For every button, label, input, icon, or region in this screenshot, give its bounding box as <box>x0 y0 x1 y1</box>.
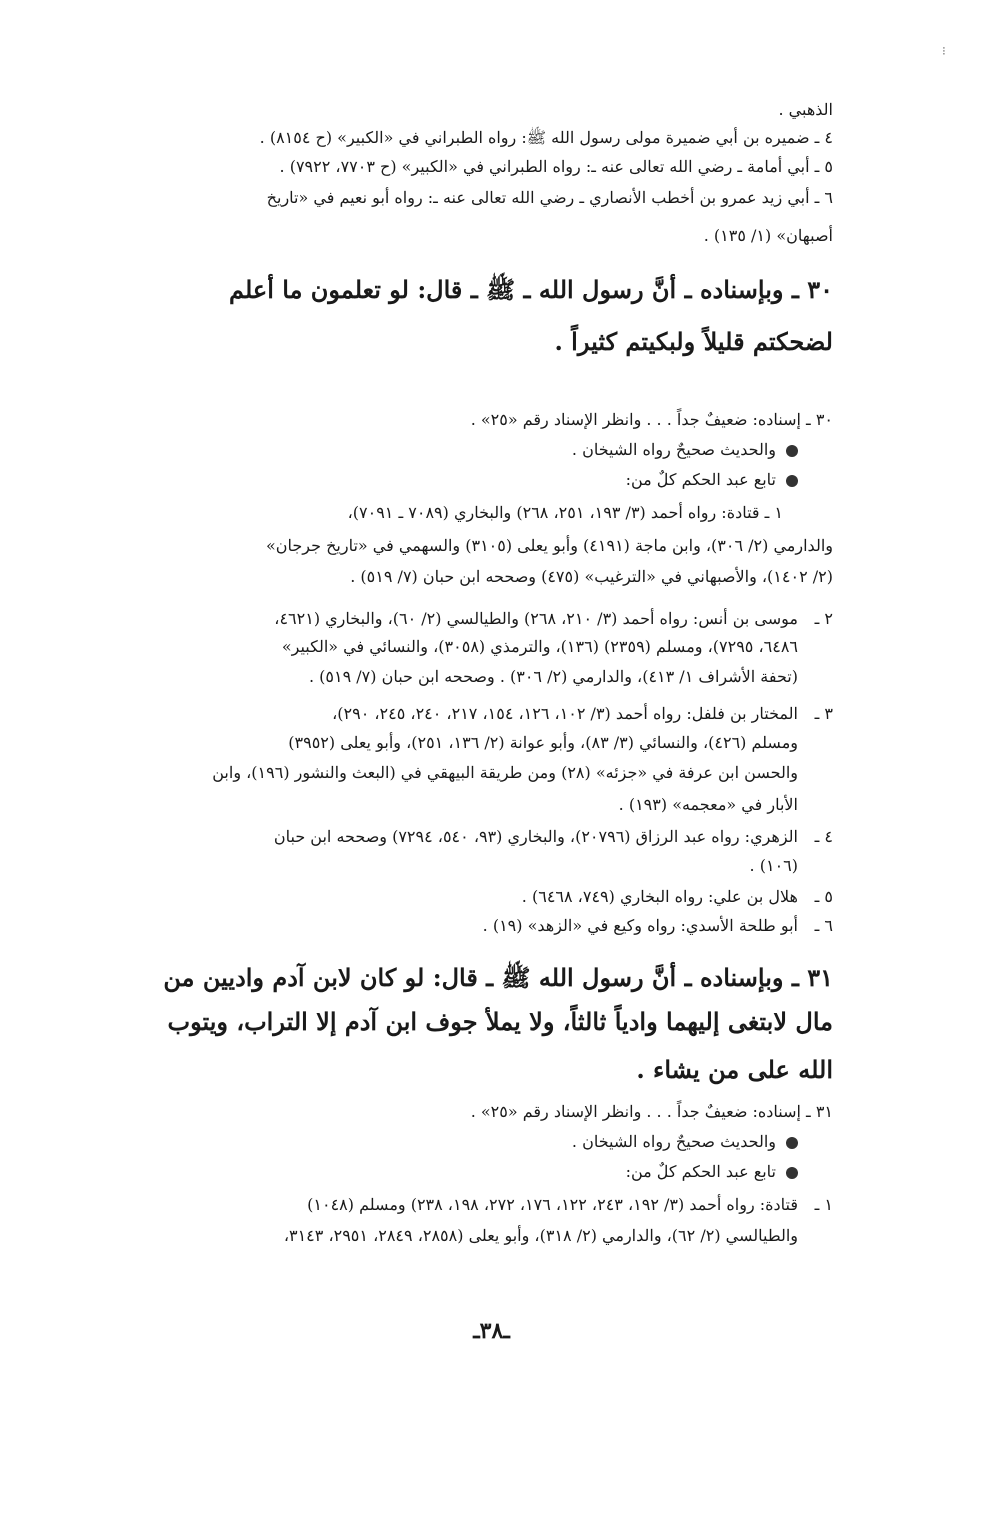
hadith-30-line: ٣٠ ـ وبإسناده ـ أنَّ رسول الله ـ ﷺ ـ قال: لو تعلمون ما أعلم <box>229 275 833 304</box>
note-30-item6-line: أبو طلحة الأسدي: رواه وكيع في «الزهد» (١٩) . <box>482 916 798 935</box>
bullet-icon <box>786 1137 798 1149</box>
top-note-line: أصبهان» (١/ ١٣٥) . <box>703 226 833 245</box>
bullet-icon <box>786 1167 798 1179</box>
note-30-item3-line: والحسن ابن عرفة في «جزئه» (٢٨) ومن طريقة البيهقي في (البعث والنشور (١٩٦)، وابن <box>212 763 798 782</box>
margin-mark: ⁝ <box>942 44 946 58</box>
note-30-item3-number: ٣ ـ <box>814 704 833 723</box>
note-31-bullet <box>143 1130 798 1154</box>
note-30-item4-line: (١٠٦) . <box>749 856 798 875</box>
top-note-line: ٥ ـ أبي أمامة ـ رضي الله تعالى عنه ـ: رواه الطبراني في «الكبير» (ح ٧٧٠٣، ٧٩٢٢) . <box>279 157 833 176</box>
hadith-31-line: مال لابتغى إليهما وادياً ثالثاً، ولا يملأ جوف ابن آدم إلا التراب، ويتوب <box>167 1007 833 1036</box>
note-30-item1-line: والدارمي (٢/ ٣٠٦)، وابن ماجة (٤١٩١) وأبو يعلى (٣١٠٥) والسهمي في «تاريخ جرجان» <box>265 536 833 555</box>
hadith-31-line: ٣١ ـ وبإسناده ـ أنَّ رسول الله ﷺ ـ قال: لو كان لابن آدم واديين من <box>163 963 833 992</box>
hadith-30-line: لضحكتم قليلاً ولبكيتم كثيراً . <box>554 327 833 356</box>
note-30-item4-number: ٤ ـ <box>814 827 833 846</box>
note-30-item5-number: ٥ ـ <box>814 887 833 906</box>
bullet-icon <box>786 445 798 457</box>
note-30-item2-line: موسى بن أنس: رواه أحمد (٣/ ٢١٠، ٢٦٨) والطيالسي (٢/ ٦٠)، والبخاري (٤٦٢١، <box>274 609 798 628</box>
note-31-bullet-text: والحديث صحيحٌ رواه الشيخان . <box>571 1132 776 1151</box>
note-31-bullet <box>143 1160 798 1184</box>
note-30-item6-number: ٦ ـ <box>814 916 833 935</box>
note-30-item2-line: (تحفة الأشراف ١/ ٤١٣)، والدارمي (٢/ ٣٠٦) . وصححه ابن حبان (٧/ ٥١٩) . <box>308 667 798 686</box>
note-30-item1-line: (٢/ ١٤٠٢)، والأصبهاني في «الترغيب» (٤٧٥) وصححه ابن حبان (٧/ ٥١٩) . <box>350 567 833 586</box>
bullet-icon <box>786 475 798 487</box>
note-31-item1-line: قتادة: رواه أحمد (٣/ ١٩٢، ٢٤٣، ١٢٢، ١٧٦، ٢٧٢، ١٩٨، ٢٣٨) ومسلم (١٠٤٨) <box>307 1195 798 1214</box>
note-31-item1-number: ١ ـ <box>814 1195 833 1214</box>
note-30-bullet <box>143 438 798 462</box>
note-30-bullet-text: والحديث صحيحٌ رواه الشيخان . <box>571 440 776 459</box>
top-note-line: الذهبي . <box>778 100 833 119</box>
note-30-item3-line: المختار بن فلفل: رواه أحمد (٣/ ١٠٢، ١٢٦، ١٥٤، ٢١٧، ٢٤٠، ٢٤٥، ٢٩٠)، <box>332 704 798 723</box>
note-30-bullet <box>143 468 798 492</box>
note-30-item3-line: الأبار في «معجمه» (١٩٣) . <box>618 795 798 814</box>
note-30-item5-line: هلال بن علي: رواه البخاري (٧٤٩، ٦٤٦٨) . <box>521 887 798 906</box>
page-number: ـ٣٨ـ <box>473 1318 510 1344</box>
note-30-item4-line: الزهري: رواه عبد الرزاق (٢٠٧٩٦)، والبخاري (٩٣، ٥٤٠، ٧٢٩٤) وصححه ابن حبان <box>273 827 798 846</box>
note-31-intro: ٣١ ـ إسناده: ضعيفٌ جداً . . . وانظر الإسناد رقم «٢٥» . <box>470 1102 833 1121</box>
note-30-item3-line: ومسلم (٤٢٦)، والنسائي (٣/ ٨٣)، وأبو عوانة (٢/ ١٣٦، ٢٥١)، وأبو يعلى (٣٩٥٢) <box>288 733 798 752</box>
note-31-bullet-text: تابع عبد الحكم كلٌ من: <box>625 1162 776 1181</box>
top-note-line: ٦ ـ أبي زيد عمرو بن أخطب الأنصاري ـ رضي الله تعالى عنه ـ: رواه أبو نعيم في «تاريخ <box>266 188 833 207</box>
note-30-bullet-text: تابع عبد الحكم كلٌ من: <box>625 470 776 489</box>
note-30-item2-number: ٢ ـ <box>814 609 833 628</box>
note-31-item1-line: والطيالسي (٢/ ٦٢)، والدارمي (٢/ ٣١٨)، وأبو يعلى (٢٨٥٨، ٢٨٤٩، ٢٩٥١، ٣١٤٣، <box>283 1226 798 1245</box>
hadith-31-line: الله على من يشاء . <box>636 1055 833 1084</box>
top-note-line: ٤ ـ ضميره بن أبي ضميرة مولى رسول الله ﷺ: رواه الطبراني في «الكبير» (ح ٨١٥٤) . <box>259 128 833 147</box>
note-30-item2-line: ٦٤٨٦، ٧٢٩٥)، ومسلم (٢٣٥٩) (١٣٦)، والترمذي (٣٠٥٨)، والنسائي في «الكبير» <box>281 637 798 656</box>
note-30-intro: ٣٠ ـ إسناده: ضعيفٌ جداً . . . وانظر الإسناد رقم «٢٥» . <box>470 410 833 429</box>
note-30-item1-line: ١ ـ قتادة: رواه أحمد (٣/ ١٩٣، ٢٥١، ٢٦٨) والبخاري (٧٠٨٩ ـ ٧٠٩١)، <box>347 503 783 522</box>
